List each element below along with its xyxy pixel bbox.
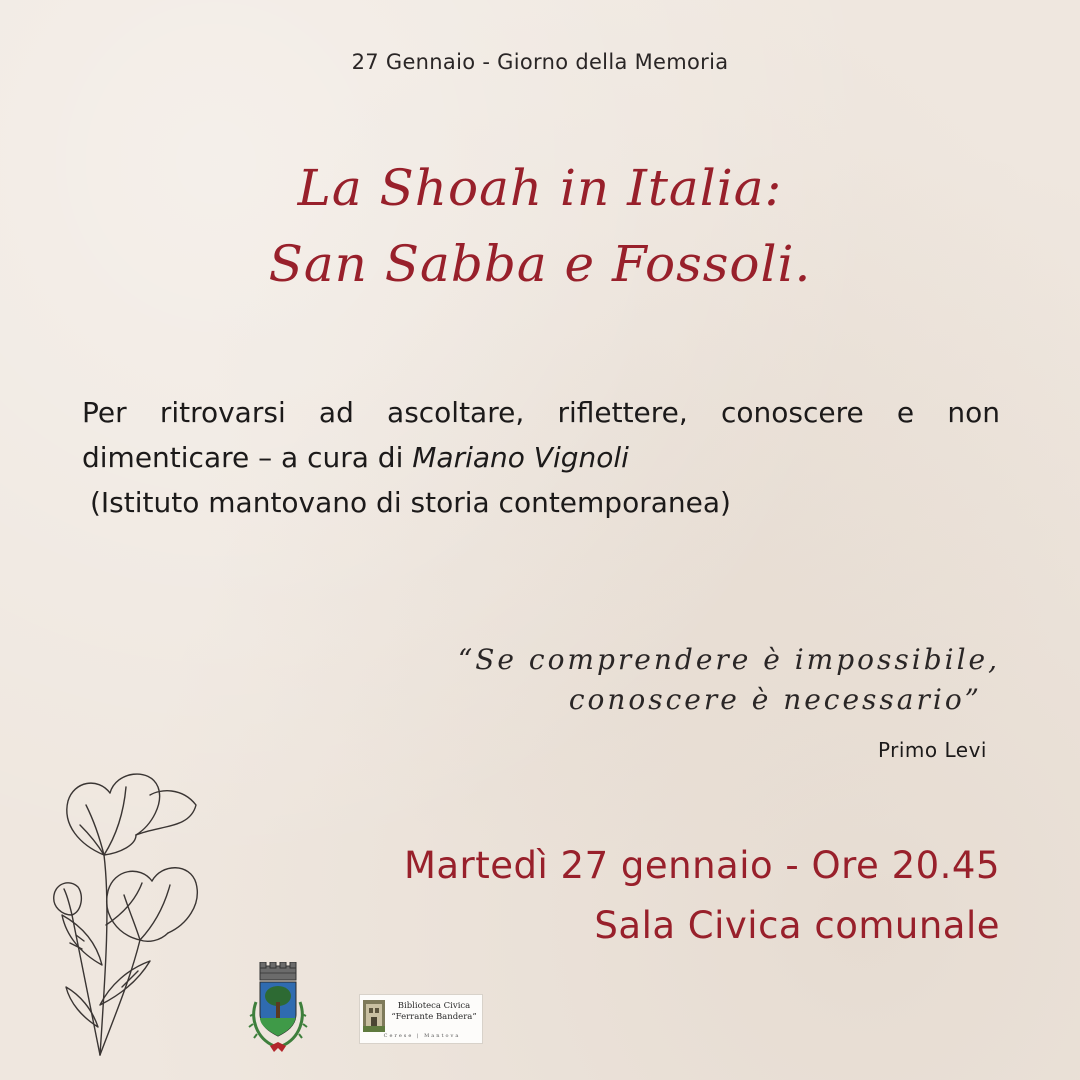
intro-line-1: Per ritrovarsi ad ascoltare, riflettere, conoscere e non [82, 396, 1000, 429]
intro-line-3: (Istituto mantovano di storia contemporanea) [90, 486, 731, 519]
library-building-icon [363, 1000, 385, 1032]
quote-author: Primo Levi [877, 738, 987, 762]
municipal-crest-icon [246, 962, 310, 1054]
library-place: Cerese | Mantova [383, 1033, 461, 1039]
library-logo [359, 994, 483, 1044]
event-details [200, 836, 1000, 956]
library-name: Biblioteca Civica “Ferrante Bandera” [391, 1001, 477, 1022]
intro-line-2: dimenticare – a cura di Mariano Vignoli [82, 441, 629, 474]
quote [380, 640, 1000, 720]
poppy-illustration [40, 765, 210, 1065]
event-title [0, 150, 1080, 302]
event-subtitle: 27 Gennaio - Giorno della Memoria [351, 50, 729, 74]
intro-paragraph [82, 390, 1000, 525]
quote-line-1: “Se comprendere è impossibile, [457, 643, 1000, 676]
event-datetime: Martedì 27 gennaio - Ore 20.45 [403, 844, 1000, 887]
quote-line-2: conoscere è necessario” [568, 683, 982, 716]
curator-name: Mariano Vignoli [412, 441, 629, 474]
title-line-2: San Sabba e Fossoli. [268, 235, 812, 293]
title-line-1: La Shoah in Italia: [297, 159, 783, 217]
event-venue: Sala Civica comunale [594, 904, 1000, 947]
